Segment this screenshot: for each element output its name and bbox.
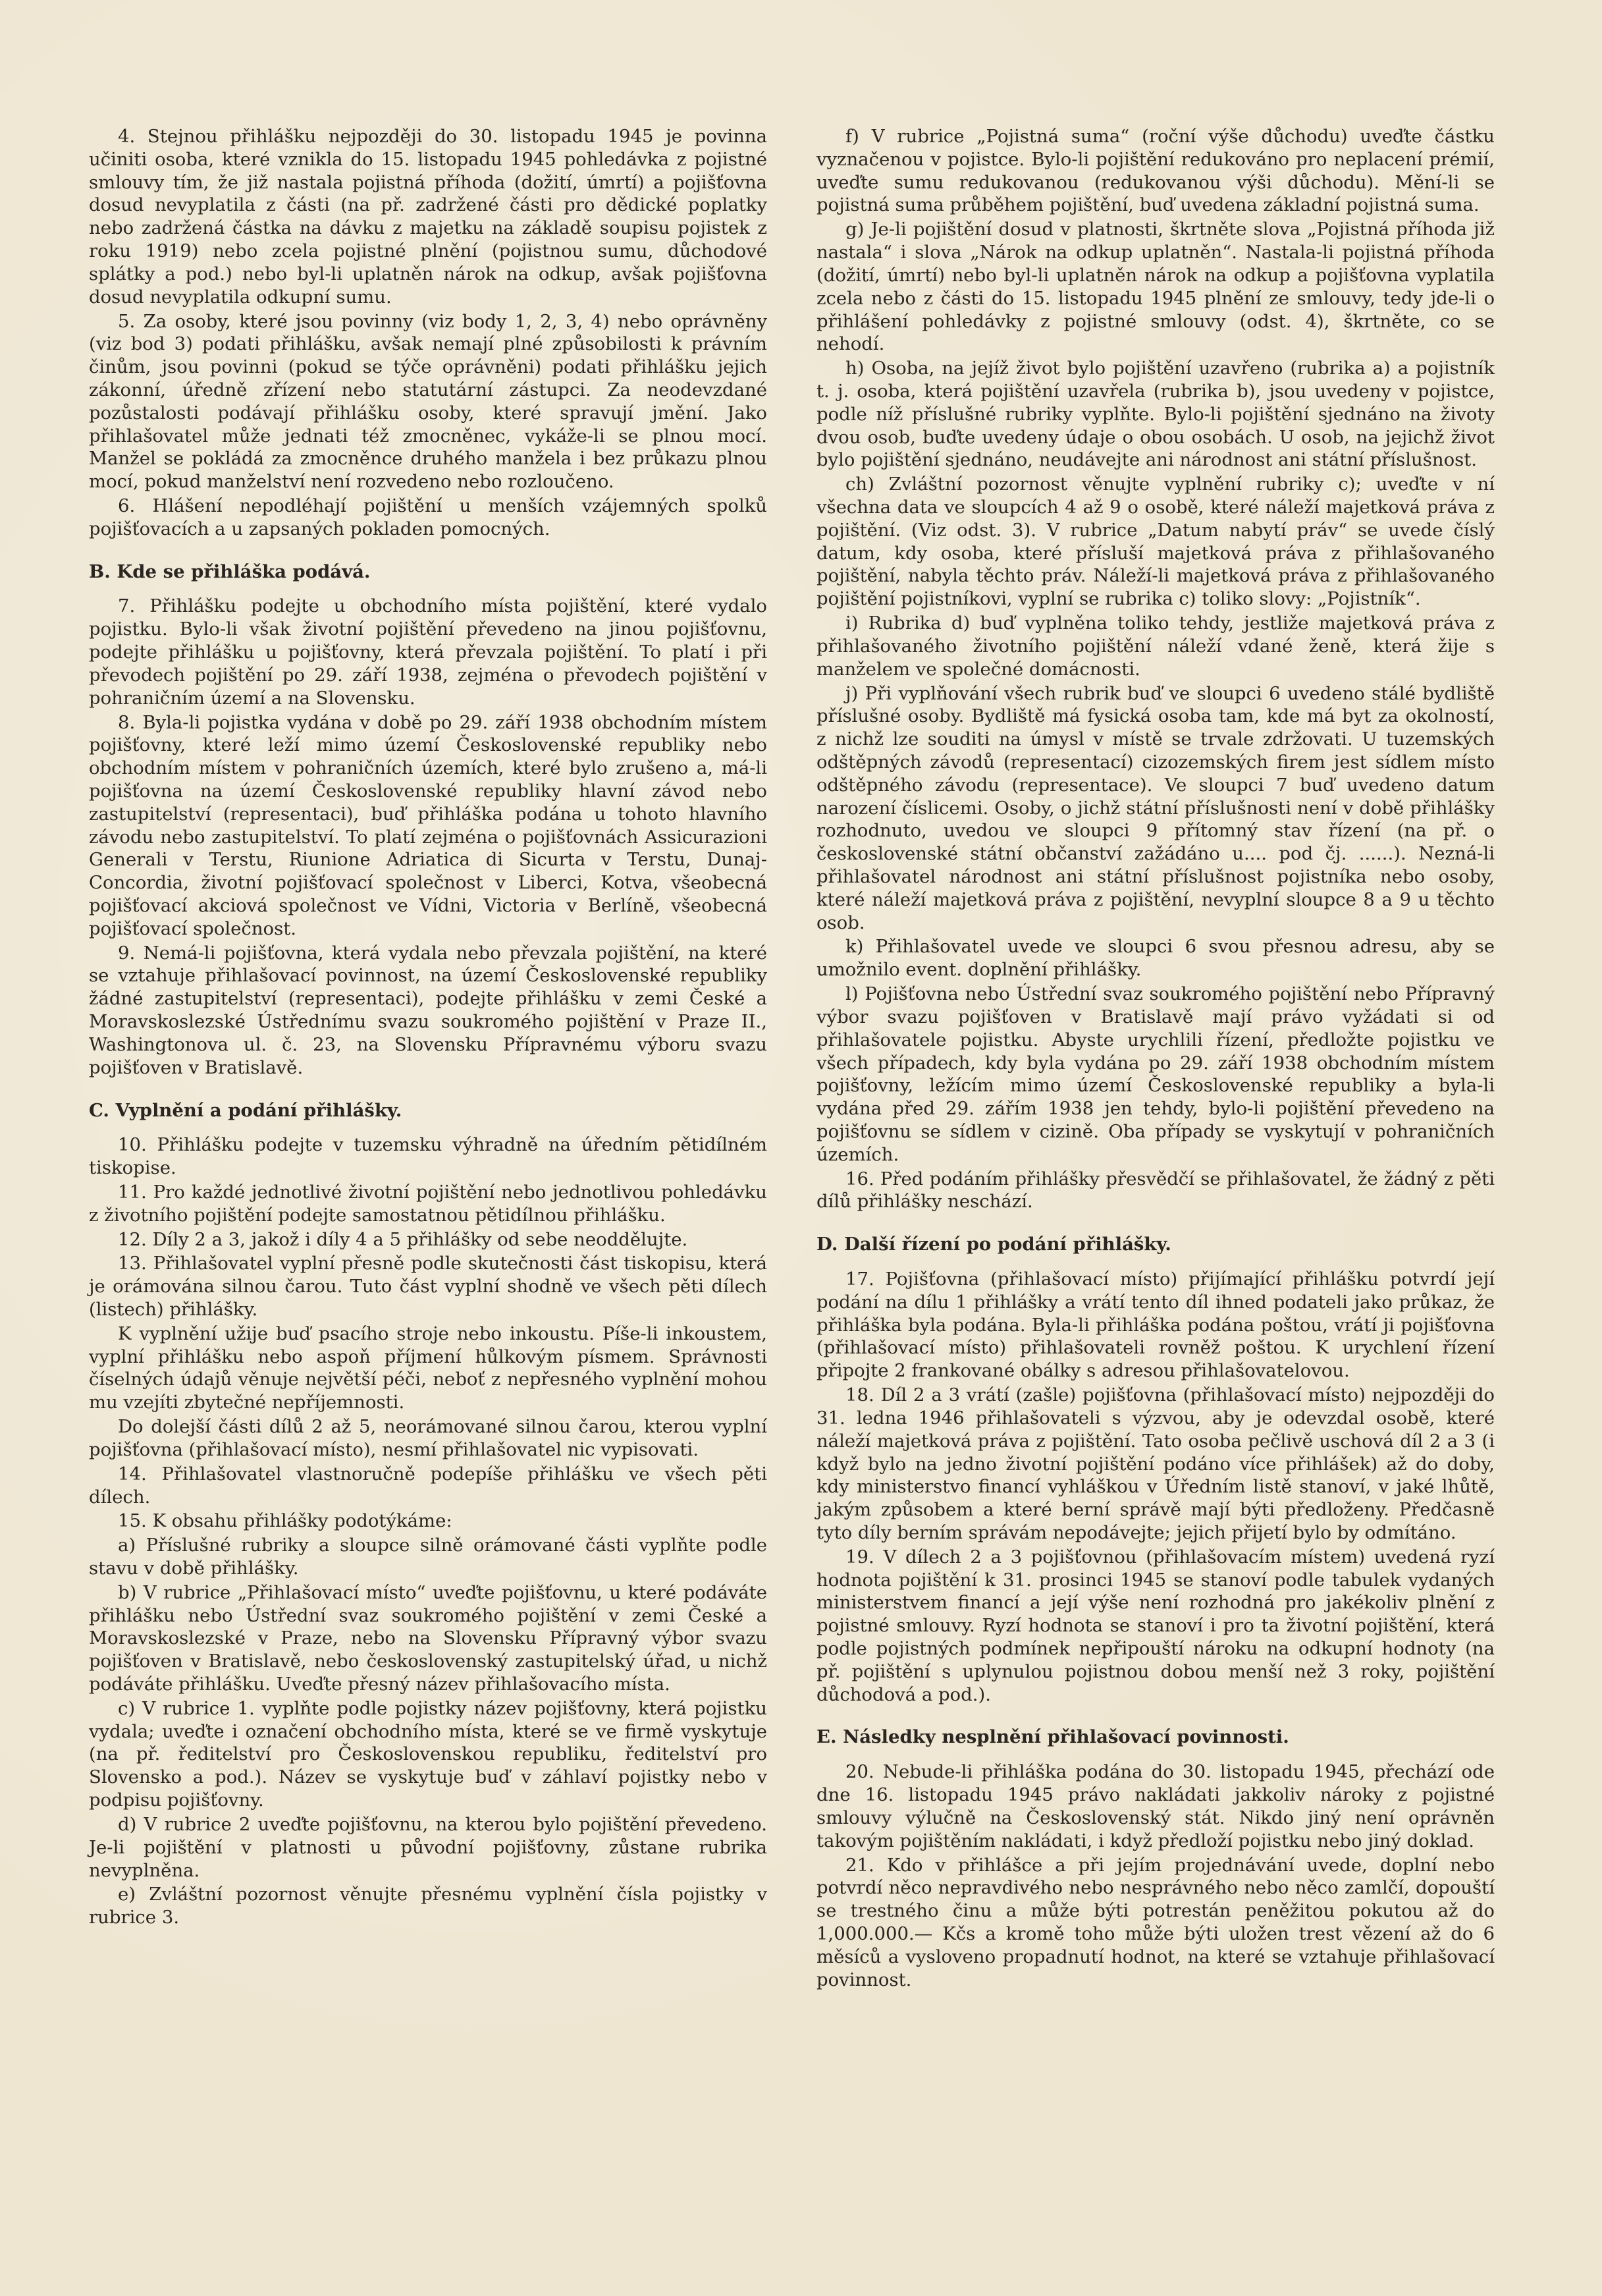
paragraph: 12. Díly 2 a 3, jakož i díly 4 a 5 přihlášky od sebe neoddělujte. — [118, 1228, 688, 1250]
paragraph: 7. Přihlášku podejte u obchodního místa pojištění, které vydalo pojistku. Bylo-li však životní pojištění převedeno na jinou pojišťovnu, podejte přihlášku u pojišťovny, která převzala pojištění. To platí i při převodech pojištění po 29. září 1938, zejména o převodech pojištění v pohraničním území a na Slovensku. — [89, 595, 767, 709]
paragraph: a) Příslušné rubriky a sloupce silně orámované části vyplňte podle stavu v době přihlášky. — [89, 1535, 767, 1579]
paragraph: 14. Přihlašovatel vlastnoručně podepíše přihlášku ve všech pěti dílech. — [89, 1463, 767, 1508]
paragraph: 5. Za osoby, které jsou povinny (viz body 1, 2, 3, 4) nebo oprávněny (viz bod 3) podati přihlášku, avšak nemají plné způsobilosti k právním činům, jsou povinni (pokud se týče oprávněni) podati přihlášku jejich zákonní, úředně zřízení nebo statutární zástupci. Za neodevzdané pozůstalosti podávají přihlášku osoby, které spravují jmění. Jako přihlašovatel může jednati též zmocněnec, vykáže-li se plnou mocí. Manžel se pokládá za zmocněnce druhého manžela i bez průkazu plnou mocí, pokud manželství není rozvedeno nebo rozloučeno. — [89, 310, 767, 493]
section-heading: E. Následky nesplnění přihlašovací povinnosti. — [816, 1726, 1289, 1748]
paragraph: 16. Před podáním přihlášky přesvědčí se přihlašovatel, že žádný z pěti dílů přihlášky neschází. — [816, 1168, 1495, 1213]
right-column — [816, 125, 1495, 1992]
paragraph: k) Přihlašovatel uvede ve sloupci 6 svou přesnou adresu, aby se umožnilo event. doplnění přihlášky. — [816, 936, 1495, 981]
paragraph: 21. Kdo v přihlášce a při jejím projednávání uvede, doplní nebo potvrdí něco nepravdivého nebo nesprávného nebo něco zamlčí, dopouští se trestného činu a může býti potrestán peněžitou pokutou až do 1,000.000.— Kčs a kromě toho může býti uložen trest vězení až do 6 měsíců a vysloveno propadnutí hodnot, na které se vztahuje přihlašovací povinnost. — [816, 1854, 1495, 1990]
paragraph: 6. Hlášení nepodléhají pojištění u menších vzájemných spolků pojišťovacích a u zapsaných pokladen pomocných. — [89, 495, 767, 539]
paragraph: i) Rubrika d) buď vyplněna toliko tehdy, jestliže majetková práva z přihlašovaného životního pojištění náleží vdané ženě, která žije s manželem ve společné domácnosti. — [816, 613, 1495, 680]
paragraph: 10. Přihlášku podejte v tuzemsku výhradně na úředním pětidílném tiskopise. — [89, 1134, 767, 1179]
paragraph: d) V rubrice 2 uveďte pojišťovnu, na kterou bylo pojištění převedeno. Je-li pojištění v platnosti u původní pojišťovny, zůstane rubrika nevyplněna. — [89, 1813, 767, 1881]
paragraph: h) Osoba, na jejíž život bylo pojištění uzavřeno (rubrika a) a pojistník t. j. osoba, která pojištění uzavřela (rubrika b), jsou uvedeny v pojistce, podle níž příslušné rubriky vyplňte. Bylo-li pojištění sjednáno na životy dvou osob, buďte uvedeny údaje o obou osobách. U osob, na jejichž život bylo pojištění sjednáno, neudávejte ani národnost ani státní příslušnost. — [816, 358, 1495, 471]
paragraph: 15. K obsahu přihlášky podotýkáme: — [118, 1510, 452, 1532]
paragraph: ch) Zvláštní pozornost věnujte vyplnění rubriky c); uveďte v ní všechna data ve sloupcích 4 až 9 o osobě, které náleží majetková práva z pojištění. (Viz odst. 3). V rubrice „Datum nabytí práv“ se uvede číslý datum, kdy osoba, které přísluší majetková práva z přihlašovaného pojištění, nabyla těchto práv. Náleží-li majetková práva z přihlašovaného pojištění pojistníkovi, vyplní se rubrika c) toliko slovy: „Pojistník“. — [816, 474, 1495, 610]
paragraph: 19. V dílech 2 a 3 pojišťovnou (přihlašovacím místem) uvedená ryzí hodnota pojištění k 31. prosinci 1945 se stanoví podle tabulek vydaných ministerstvem financí a její výše není rozhodná pro jakékoliv plnění z pojistné smlouvy. Ryzí hodnota se stanoví i pro ta životní pojištění, která podle pojistných podmínek nepřipouští nároku na odkupní hodnoty (na př. pojištění s uplynulou pojistnou dobou menší než 3 roky, pojištění důchodová a pod.). — [816, 1546, 1495, 1705]
section-heading: C. Vyplnění a podání přihlášky. — [89, 1099, 402, 1121]
section-heading: B. Kde se přihláška podává. — [89, 560, 371, 582]
paragraph: 18. Díl 2 a 3 vrátí (zašle) pojišťovna (přihlašovací místo) nejpozději do 31. ledna 1946 přihlašovateli s výzvou, aby je odevzdal osobě, které náleží majetková práva z pojištění. Tato osoba pečlivě uschová díl 2 a 3 (i když bylo na jedno životní pojištění podáno více přihlášek) až do doby, kdy ministerstvo financí vyhláškou v Úředním listě stanoví, v jaké lhůtě, jakým způsobem a které berní správě mají býti předloženy. Předčasně tyto díly berním správám nepodávejte; jejich přijetí bylo by odmítáno. — [816, 1384, 1495, 1543]
paragraph: 20. Nebude-li přihláška podána do 30. listopadu 1945, přechází ode dne 16. listopadu 1945 právo nakládati jakkoliv nároky z pojistné smlouvy výlučně na Československý stát. Nikdo jiný není oprávněn takovým pojištěním nakládati, i když předloží pojistku nebo jiný doklad. — [816, 1761, 1495, 1851]
paragraph: 11. Pro každé jednotlivé životní pojištění nebo jednotlivou pohledávku z životního pojištění podejte samostatnou pětidílnou přihlášku. — [89, 1181, 767, 1226]
paragraph: K vyplnění užije buď psacího stroje nebo inkoustu. Píše-li inkoustem, vyplní přihlášku nebo aspoň příjmení hůlkovým písmem. Správnosti číselných údajů věnuje největší péči, neboť z nepřesného vyplnění mohou mu vzejíti zbytečné nepříjemnosti. — [89, 1323, 767, 1413]
section-heading: D. Další řízení po podání přihlášky. — [816, 1234, 1171, 1255]
paragraph: 9. Nemá-li pojišťovna, která vydala nebo převzala pojištění, na které se vztahuje přihlašovací povinnost, na území Československé republiky žádné zastupitelství (representaci), podejte přihlášku v zemi České a Moravskoslezské Ústřednímu svazu soukromého pojištění v Praze II., Washingtonova ul. č. 23, na Slovensku Přípravnému výboru svazu pojišťoven v Bratislavě. — [89, 942, 767, 1078]
paragraph: j) Při vyplňování všech rubrik buď ve sloupci 6 uvedeno stálé bydliště příslušné osoby. Bydliště má fysická osoba tam, kde má byt za okolností, z nichž lze souditi na úmysl v místě se trvale zdržovati. U tuzemských odštěpných závodů (representací) cizozemských firem jest sídlem místo odštěpného závodu (representace). Ve sloupci 7 buď uvedeno datum narození číslicemi. Osoby, o jichž státní příslušnosti není v době přihlášky rozhodnuto, uvedou ve sloupci 9 přítomný stav řízení (na př. o československé státní občanství zažádáno u.... pod čj. ......). Nezná-li přihlašovatel národnost ani státní příslušnost pojistníka nebo osoby, které náleží majetková práva z pojištění, nevyplní sloupce 8 a 9 u těchto osob. — [816, 682, 1495, 933]
paragraph: e) Zvláštní pozornost věnujte přesnému vyplnění čísla pojistky v rubrice 3. — [89, 1884, 767, 1928]
paragraph: Do dolejší části dílů 2 až 5, neorámované silnou čarou, kterou vyplní pojišťovna (přihlašovací místo), nesmí přihlašovatel nic vypisovati. — [89, 1416, 767, 1460]
paragraph: g) Je-li pojištění dosud v platnosti, škrtněte slova „Pojistná příhoda již nastala“ i slova „Nárok na odkup uplatněn“. Nastala-li pojistná příhoda (dožití, úmrtí) nebo byl-li uplatněn nárok na odkup a pojišťovna vyplatila zcela nebo z části do 15. listopadu 1945 plnění ze smlouvy, tedy jde-li o přihlášení pohledávky z pojistné smlouvy (odst. 4), škrtněte, co se nehodí. — [816, 219, 1495, 355]
paragraph: c) V rubrice 1. vyplňte podle pojistky název pojišťovny, která pojistku vydala; uveďte i označení obchodního místa, které se ve firmě vyskytuje (na př. ředitelství pro Československou republiku, ředitelství pro Slovensko a pod.). Název se vyskytuje buď v záhlaví pojistky nebo v podpisu pojišťovny. — [89, 1697, 767, 1811]
paragraph: b) V rubrice „Přihlašovací místo“ uveďte pojišťovnu, u které podáváte přihlášku nebo Ústřední svaz soukromého pojištění v zemi České a Moravskoslezské v Praze, nebo na Slovensku Přípravný výbor svazu pojišťoven v Bratislavě, nebo československý zastupitelský úřad, u nichž podáváte přihlášku. Uveďte přesný název přihlašovacího místa. — [89, 1581, 767, 1695]
paragraph: 17. Pojišťovna (přihlašovací místo) přijímající přihlášku potvrdí její podání na dílu 1 přihlášky a vrátí tento díl ihned podateli jako průkaz, že přihláška byla podána. Byla-li přihláška podána poštou, vrátí ji pojišťovna (přihlašovací místo) přihlašovateli rovněž poštou. K urychlení řízení připojte 2 frankované obálky s adresou přihlašovatelovou. — [816, 1269, 1495, 1382]
paragraph: 13. Přihlašovatel vyplní přesně podle skutečnosti část tiskopisu, která je orámována silnou čarou. Tuto část vyplní shodně ve všech pěti dílech (listech) přihlášky. — [89, 1253, 767, 1320]
paragraph: l) Pojišťovna nebo Ústřední svaz soukromého pojištění nebo Přípravný výbor svazu pojišťoven v Bratislavě mají právo vyžádati si od přihlašovatele pojistku. Abyste urychlili řízení, předložte pojistku ve všech případech, kdy byla vydána po 29. září 1938 obchodním místem pojišťovny, ležícím mimo území Československé republiky a byla-li vydána před 29. zářím 1938 jen tehdy, bylo-li pojištění převedeno na pojišťovnu se sídlem v cizině. Oba případy se vyskytují v pohraničních územích. — [816, 983, 1495, 1165]
paragraph: 8. Byla-li pojistka vydána v době po 29. září 1938 obchodním místem pojišťovny, které leží mimo území Československé republiky nebo obchodním místem v pohraničních územích, které bylo zrušeno a, má-li pojišťovna na území Československé republiky hlavní závod nebo zastupitelství (representaci), buď přihláška podána u tohoto hlavního závodu nebo zastupitelství. To platí zejména o pojišťovnách Assicurazioni Generali v Terstu, Riunione Adriatica di Sicurta v Terstu, Dunaj-Concordia, životní pojišťovací společnost v Liberci, Kotva, všeobecná pojišťovací akciová společnost ve Vídni, Victoria v Berlíně, všeobecná pojišťovací společnost. — [89, 711, 767, 939]
left-column — [89, 125, 767, 1930]
paragraph: 4. Stejnou přihlášku nejpozději do 30. listopadu 1945 je povinna učiniti osoba, které vznikla do 15. listopadu 1945 pohledávka z pojistné smlouvy tím, že již nastala pojistná příhoda (dožití, úmrtí) a pojišťovna dosud nevyplatila z části (na př. zadržené části pro dědické poplatky nebo zadržená částka na dávku z majetku na základě soupisu pojistek z roku 1919) nebo zcela pojistné plnění (pojistnou sumu, důchodové splátky a pod.) nebo byl-li uplatněn nárok na odkup, avšak pojišťovna dosud nevyplatila odkupní sumu. — [89, 126, 767, 308]
paragraph: f) V rubrice „Pojistná suma“ (roční výše důchodu) uveďte částku vyznačenou v pojistce. Bylo-li pojištění redukováno pro neplacení prémií, uveďte sumu redukovanou (redukovanou výši důchodu). Mění-li se pojistná suma průběhem pojištění, buď uvedena základní pojistná suma. — [816, 126, 1495, 216]
